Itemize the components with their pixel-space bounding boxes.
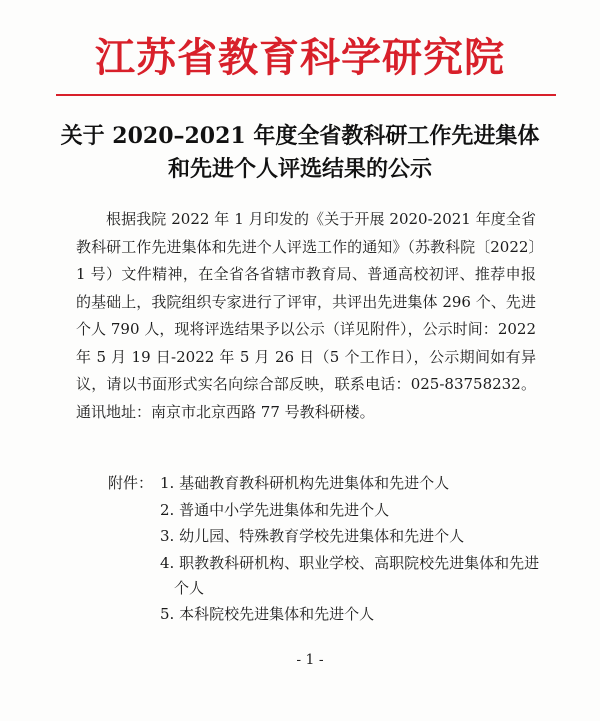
- document-title: [40, 120, 560, 186]
- attachment-row: [108, 471, 540, 496]
- attachment-row: [108, 602, 540, 627]
- body-paragraph: 根据我院 2022 年 1 月印发的《关于开展 2020-2021 年度全省教科研工作先进集体和先进个人评选工作的通知》（苏教科院〔2022〕1 号）文件精神，在全省各省辖市教育局、普通高校初评、推荐申报的基础上，我院组织专家进行了评审，共评出先进集体 296 个、先进个人 790 人，现将评选结果予以公示（详见附件），公示时间：2022 年 5 月 19 日-2022 年 5 月 26 日（5 个工作日），公示期间如有异议，请以书面形式实名向综合部反映，联系电话：025-83758232。通讯地址：南京市北京西路 77 号教科研楼。: [76, 210, 536, 421]
- attachment-item: 2. 普通中小学先进集体和先进个人: [160, 500, 390, 519]
- attachment-item: 5. 本科院校先进集体和先进个人: [160, 605, 375, 623]
- title-line-2: 和先进个人评选结果的公示: [167, 156, 432, 182]
- attachment-row: [108, 551, 540, 601]
- attachment-item: 1. 基础教育教科研机构先进集体和先进个人: [160, 474, 450, 492]
- org-letterhead: 江苏省教育科学研究院: [95, 35, 505, 81]
- title-line-1: 关于 2020–2021 年度全省教科研工作先进集体: [60, 123, 540, 149]
- attachment-item: 3. 幼儿园、特殊教育学校先进集体和先进个人: [160, 527, 465, 545]
- attachment-label: 附件：: [108, 474, 154, 492]
- attachment-row: [108, 498, 540, 523]
- attachment-row: [108, 524, 540, 549]
- attachment-item: 4. 职教教科研机构、职业学校、高职院校先进集体和先进个人: [160, 553, 540, 597]
- letterhead-divider: [56, 94, 556, 96]
- attachment-list: [108, 471, 540, 629]
- page-number: - 1 -: [296, 652, 324, 668]
